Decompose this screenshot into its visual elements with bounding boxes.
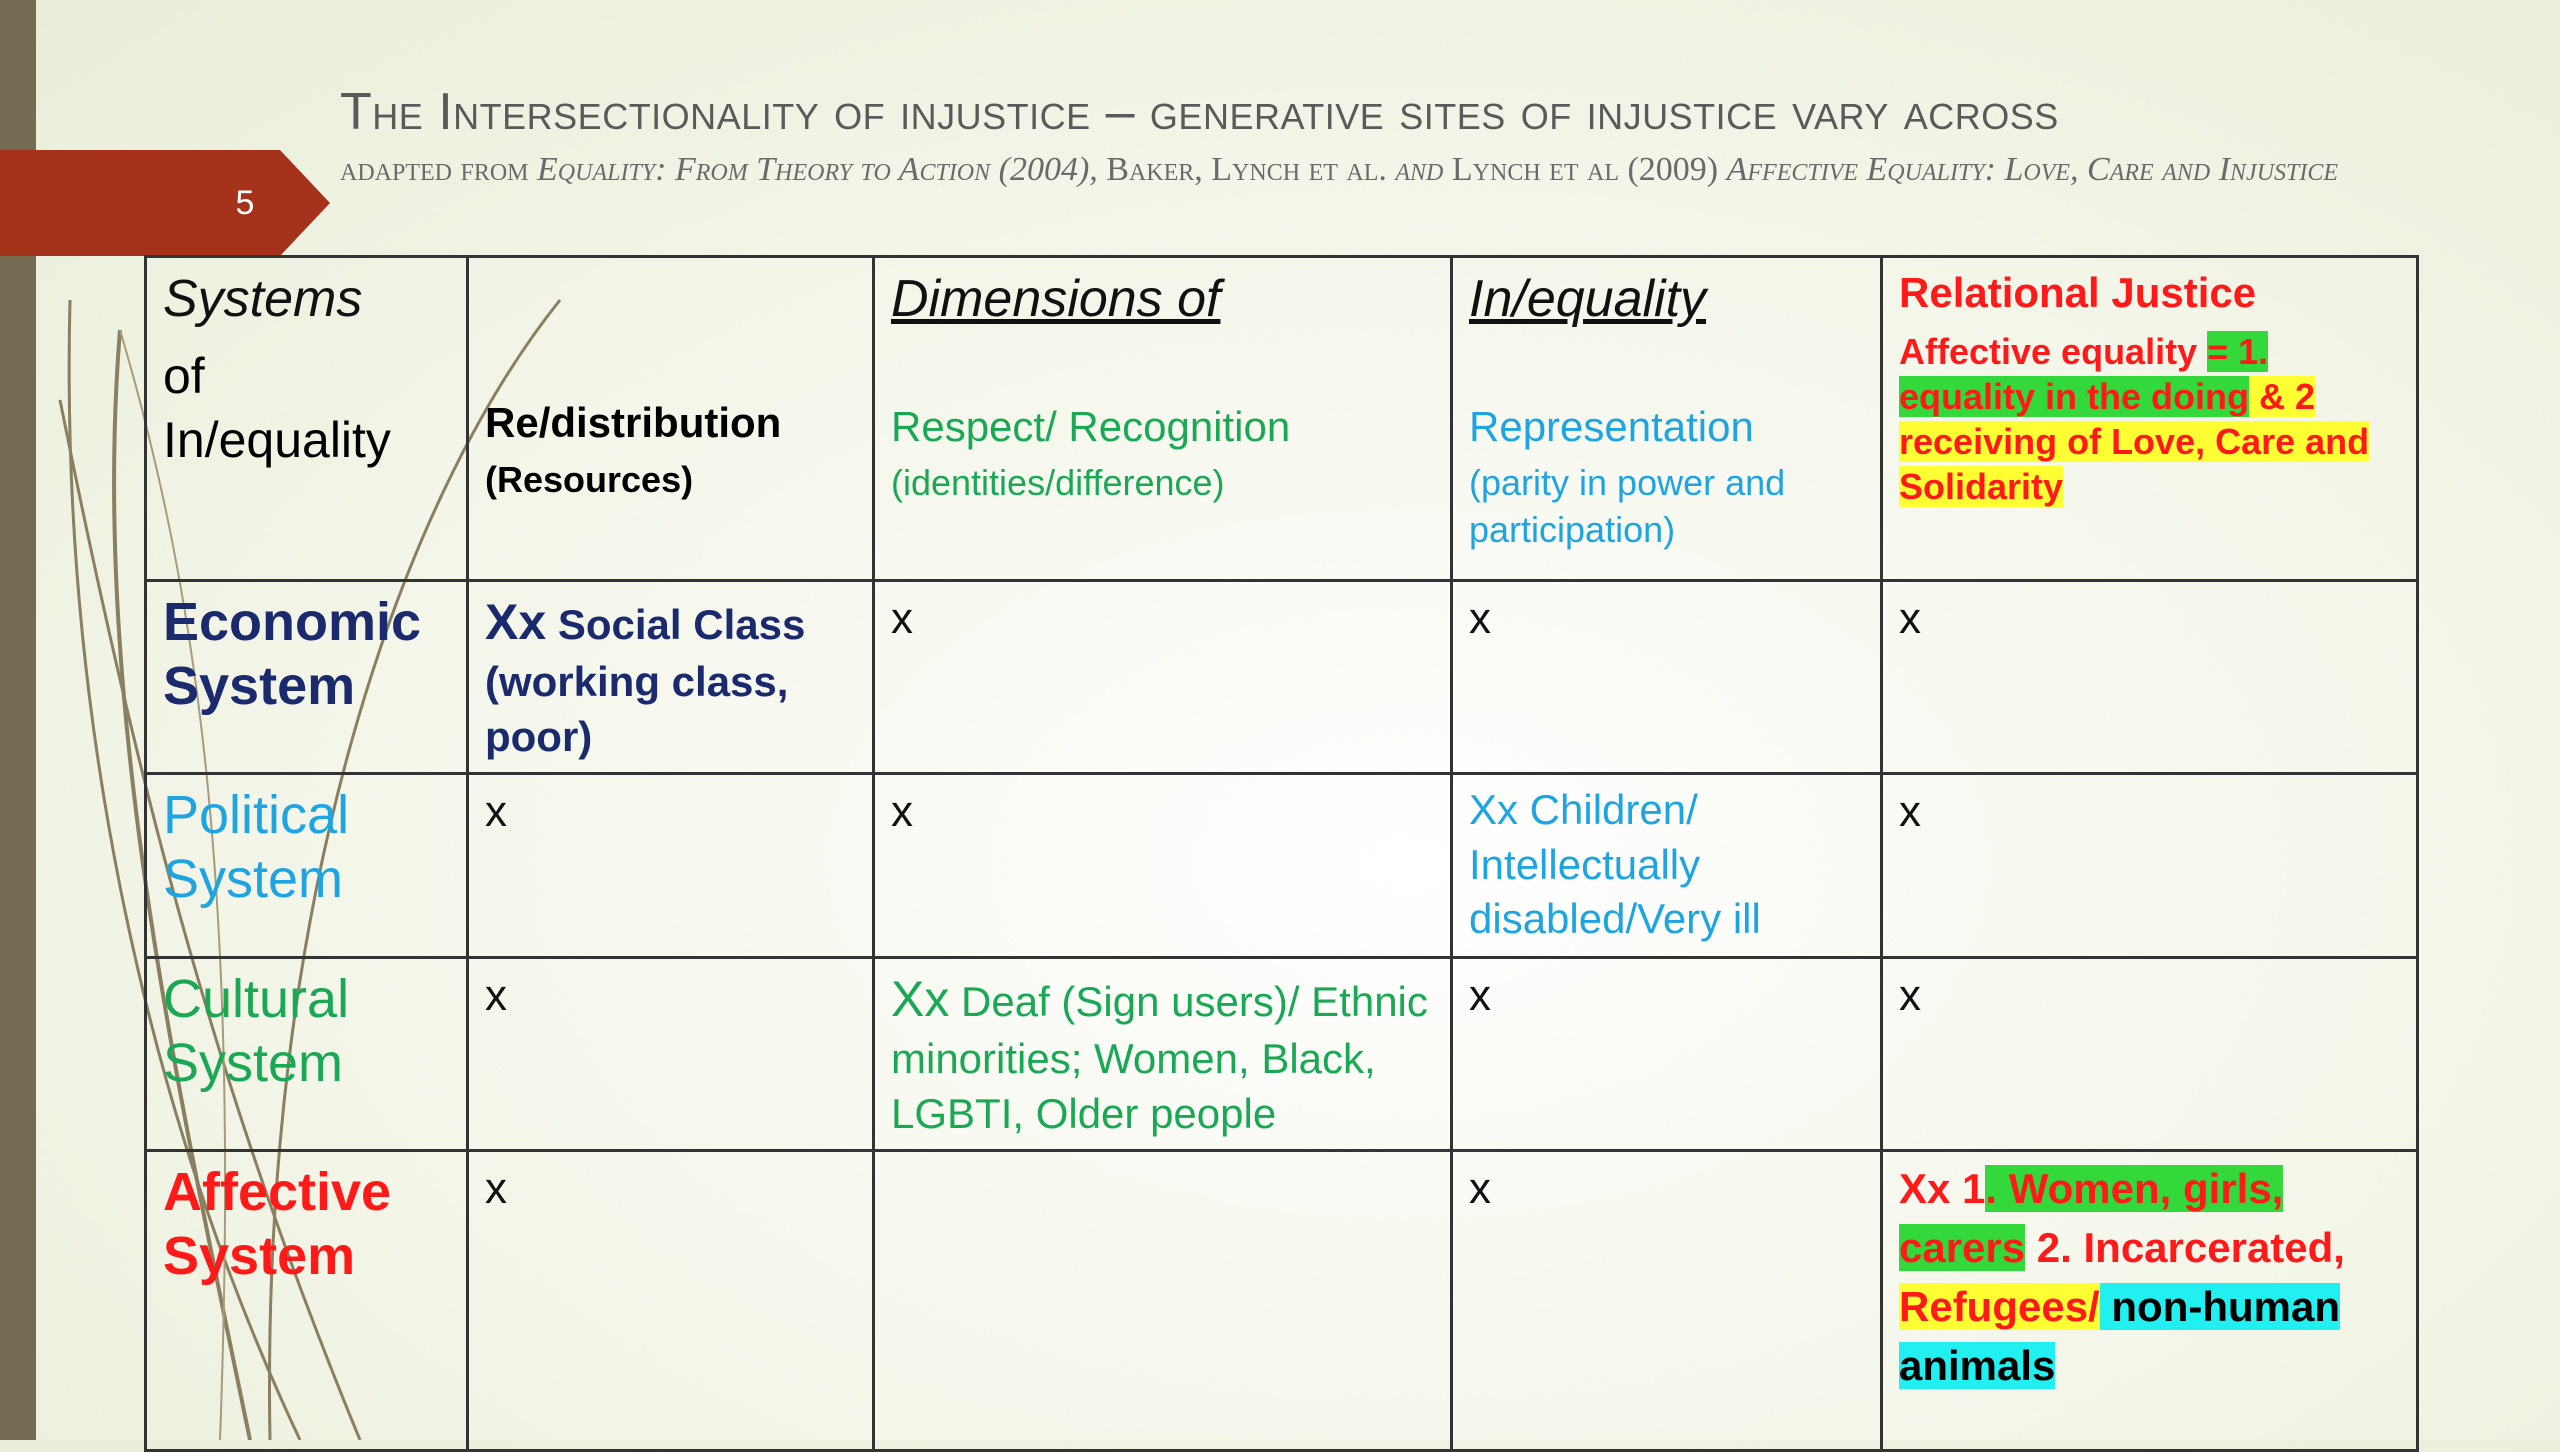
- cultural-recognition: Xx Deaf (Sign users)/ Ethnic minorities; Women, Black, LGBTI, Older people: [891, 971, 1428, 1137]
- row-affective: Affective System x x Xx 1. Women, girls, carers 2. Incarcerated, Refugees/ non-human animals: [146, 1151, 2418, 1451]
- economic-redistribution: Xx Social Class (working class, poor): [485, 594, 806, 760]
- header-row: [146, 257, 2418, 581]
- slide-number: 5: [235, 184, 255, 222]
- header-relational-justice: Relational Justice Affective equality = 1. equality in the doing & 2 receiving of Love, Care and Solidarity: [1882, 257, 2418, 581]
- slide-number-arrow: [0, 150, 330, 256]
- row-economic: Economic System Xx Social Class (working class, poor) x x x: [146, 581, 2418, 774]
- header-redistribution: Re/distribution (Resources): [468, 257, 874, 581]
- header-recognition: Dimensions of Respect/ Recognition (identities/difference): [874, 257, 1452, 581]
- row-political: Political System x x Xx Children/ Intellectually disabled/Very ill x: [146, 774, 2418, 958]
- slide-title: The Intersectionality of injustice – generative sites of injustice vary across: [340, 83, 2059, 141]
- injustice-table: [144, 255, 2419, 1452]
- row-cultural: Cultural System x Xx Deaf (Sign users)/ Ethnic minorities; Women, Black, LGBTI, Older people x x: [146, 958, 2418, 1151]
- slide-subtitle: adapted from Equality: From Theory to Action (2004), Baker, Lynch et al. and Lynch et al (2009) Affective Equality: Love, Care and Injustice: [340, 151, 2339, 188]
- row-label-cultural: Cultural System: [163, 969, 350, 1094]
- row-label-economic: Economic System: [163, 592, 422, 716]
- political-representation: Xx Children/ Intellectually disabled/Very ill: [1469, 786, 1761, 943]
- row-label-political: Political System: [163, 785, 350, 910]
- header-systems: Systems of In/equality: [146, 257, 468, 581]
- affective-equality-text: Affective equality = 1. equality in the doing & 2 receiving of Love, Care and Solidarity: [1899, 330, 2370, 507]
- header-representation: In/equality Representation (parity in power and participation): [1452, 257, 1882, 581]
- affective-relational-justice: Xx 1. Women, girls, carers 2. Incarcerated, Refugees/ non-human animals: [1899, 1165, 2345, 1389]
- row-label-affective: Affective System: [163, 1162, 392, 1287]
